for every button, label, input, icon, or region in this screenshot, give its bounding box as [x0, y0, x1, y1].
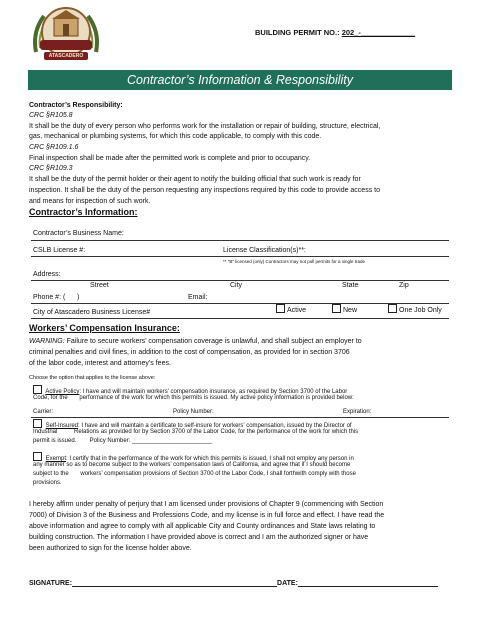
exempt-label: Exempt: [45, 456, 67, 462]
signature-line[interactable]: [72, 580, 277, 587]
resp-text-1a: It shall be the duty of every person who performs work for the installation or repair of building, structure, electrical,: [29, 123, 381, 130]
affirm-line-5: been authorized to sign for the license holder above.: [29, 545, 192, 552]
phone-field[interactable]: Phone #: ( ): [33, 294, 80, 301]
resp-text-1b: gas, mechanical or plumbing systems, for which this code applicable, to comply with this code.: [29, 133, 322, 140]
resp-text-3c: and means for inspection of such work.: [29, 198, 151, 205]
license-classification-field[interactable]: License Classification(s)**:: [223, 247, 306, 254]
exempt-checkbox[interactable]: [33, 452, 42, 461]
address-field[interactable]: Address:: [33, 271, 61, 278]
warning-label: WARNING:: [29, 338, 65, 345]
active-policy-label: Active Policy: [45, 389, 80, 395]
permit-number-row: [255, 28, 415, 37]
choose-option-text: Choose the option that applies to the license above:: [29, 375, 156, 381]
affirm-line-4: building construction. The information I have provided above is correct and I am the authorized signer or have: [29, 534, 369, 541]
signature-label: SIGNATURE:: [29, 580, 73, 587]
warning-text-a: Failure to secure workers’ compensation coverage is unlawful, and shall subject an employer to: [64, 338, 362, 345]
permit-number-label: BUILDING PERMIT NO.:: [255, 28, 340, 37]
street-label: Street: [90, 282, 109, 289]
expiration-field[interactable]: Expiration:: [343, 409, 372, 415]
warning-line-3: of the labor code, interest and attorney’s fees.: [29, 360, 171, 367]
status-option-one-job[interactable]: [388, 304, 442, 316]
info-heading: Contractor’s Information:: [29, 207, 138, 217]
active-policy-checkbox[interactable]: [33, 385, 42, 394]
signature-row: [29, 580, 438, 587]
new-checkbox[interactable]: [332, 304, 341, 313]
email-field[interactable]: Email:: [188, 294, 208, 301]
carrier-field[interactable]: Carrier:: [33, 409, 54, 415]
warning-line-1: [29, 337, 362, 347]
workers-comp-heading: Workers’ Compensation Insurance:: [29, 323, 180, 333]
one-job-checkbox[interactable]: [388, 304, 397, 313]
cslb-license-field[interactable]: CSLB License #:: [33, 247, 86, 254]
resp-text-3a: It shall be the duty of the permit holder or their agent to notify the building official that such work is ready for: [29, 176, 361, 183]
exempt-text-d: provisions.: [33, 480, 62, 486]
date-label: DATE:: [277, 580, 298, 587]
zip-label: Zip: [399, 282, 409, 289]
active-policy-text-a: : I have and will maintain workers’ compensation insurance, as required by Section 3700 of the Labor: [79, 389, 348, 395]
status-option-active[interactable]: [276, 304, 306, 316]
resp-text-2: Final inspection shall be made after the permitted work is complete and prior to occupancy.: [29, 155, 311, 162]
permit-number-field[interactable]: 202_-_____________: [341, 28, 416, 37]
exempt-text-c: subject to the workers’ compensation provisions of Section 3700 of the Labor Code, I shall forthwith comply with those: [33, 471, 356, 477]
policy-number-field[interactable]: Policy Number:: [173, 409, 214, 415]
self-insured-text-a: : I have and will maintain a certificate to self-insure for workers’ compensation, issued by the Director of: [78, 423, 352, 429]
active-label: Active: [287, 307, 307, 314]
self-insured-text-b: Industrial Relations as provided for by Section 3700 of the Labor Code, for the performance of the work for which this: [33, 429, 359, 435]
title-banner: [28, 70, 452, 90]
city-seal-logo: [30, 2, 102, 64]
exempt-text-a: : I certify that in the performance of the work for which this permits is issued, I shall not employ any person in: [66, 456, 354, 462]
state-label: State: [342, 282, 359, 289]
code-ref-3: CRC §R109.3: [29, 165, 73, 172]
one-job-label: One Job Only: [399, 307, 442, 314]
city-business-license-field[interactable]: City of Atascadero Business License#: [33, 309, 151, 316]
banner-title: Contractor’s Information & Responsibility: [126, 73, 354, 87]
new-label: New: [343, 307, 358, 314]
warning-line-2: criminal penalties and civil fines, in addition to the cost of compensation, as provided for in section 3706: [29, 349, 350, 356]
classification-note: ** "B" licensed (only) Contractors may not pull permits for a single trade: [223, 259, 366, 264]
active-policy-text-b: Code, for the performance of the work for which this permits is issued. My active policy information is provided below:: [33, 395, 354, 401]
affirm-line-3: above information and agree to comply with all applicable City and County ordinances and State laws relating to: [29, 523, 376, 530]
affirm-line-1: I hereby affirm under penalty of perjury that I am licensed under provisions of Chapter 9 (commencing with Section: [29, 501, 384, 508]
status-option-new[interactable]: [332, 304, 357, 316]
active-checkbox[interactable]: [276, 304, 285, 313]
code-ref-1: CRC §R105.8: [29, 112, 73, 119]
resp-text-3b: inspection. It shall be the duty of the person requesting any inspections required by this code to provide access to: [29, 187, 380, 194]
seal-text: ATASCADERO: [48, 52, 84, 59]
exempt-text-b: any manner so as to become subject to the workers’ compensation laws of California, and agree that if I should become: [33, 462, 351, 468]
responsibility-heading: Contractor’s Responsibility:: [29, 102, 123, 109]
code-ref-2: CRC §R109.1.6: [29, 144, 79, 151]
business-name-field[interactable]: Contractor’s Business Name:: [33, 230, 124, 237]
affirm-line-2: 7000) of Division 3 of the Business and Professions Code, and my license is in full force and effect. I have read the: [29, 512, 385, 519]
self-insured-label: Self-Insured: [45, 423, 79, 429]
self-insured-checkbox[interactable]: [33, 419, 42, 428]
city-label: City: [230, 282, 243, 289]
self-insured-text-c[interactable]: permit is issued. Policy Number: ________________________: [33, 438, 213, 444]
date-line[interactable]: [298, 580, 438, 587]
